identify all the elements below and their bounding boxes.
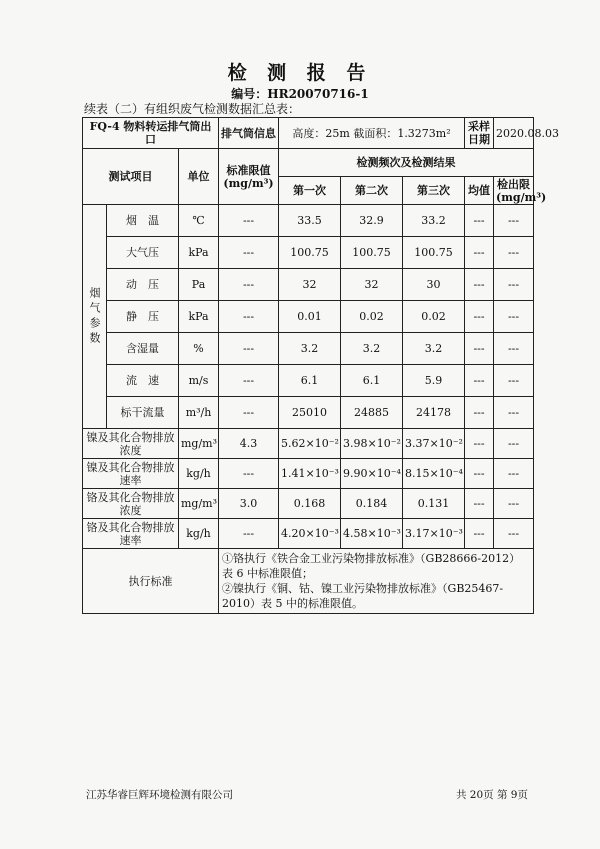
cell-v1: 0.168 xyxy=(279,489,341,519)
col-third: 第三次 xyxy=(403,177,465,205)
cell-avg: --- xyxy=(465,429,494,459)
cell-det: --- xyxy=(494,397,534,429)
cell-v3: 0.02 xyxy=(403,301,465,333)
cell-det: --- xyxy=(494,365,534,397)
cell-v3: 33.2 xyxy=(403,205,465,237)
cell-v3: 24178 xyxy=(403,397,465,429)
cell-name: 流 速 xyxy=(107,365,179,397)
cell-v1: 0.01 xyxy=(279,301,341,333)
cell-name: 铬及其化合物排放浓度 xyxy=(83,489,179,519)
cell-det: --- xyxy=(494,459,534,489)
cell-limit: --- xyxy=(219,301,279,333)
cell-v3: 5.9 xyxy=(403,365,465,397)
cell-unit: % xyxy=(179,333,219,365)
cell-v2: 6.1 xyxy=(341,365,403,397)
flue-parameters xyxy=(83,205,534,429)
pollutant-rows xyxy=(83,429,534,549)
cell-v1: 5.62×10⁻² xyxy=(279,429,341,459)
cell-avg: --- xyxy=(465,397,494,429)
cell-avg: --- xyxy=(465,333,494,365)
cell-unit: kg/h xyxy=(179,459,219,489)
cell-unit: m/s xyxy=(179,365,219,397)
cell-v3: 0.131 xyxy=(403,489,465,519)
standard-line-2: ②镍执行《铜、钴、镍工业污染物排放标准》（GB25467-2010）表 5 中的标准限值。 xyxy=(222,582,504,610)
cell-limit: --- xyxy=(219,333,279,365)
outlet-name: FQ-4 物料转运排气筒出口 xyxy=(83,118,219,149)
standard-row xyxy=(83,549,534,614)
cell-name: 标干流量 xyxy=(107,397,179,429)
cell-unit: Pa xyxy=(179,269,219,301)
cell-name: 镍及其化合物排放浓度 xyxy=(83,429,179,459)
cell-avg: --- xyxy=(465,459,494,489)
cell-name: 镍及其化合物排放速率 xyxy=(83,459,179,489)
cell-v1: 6.1 xyxy=(279,365,341,397)
cell-det: --- xyxy=(494,301,534,333)
cell-v2: 3.98×10⁻² xyxy=(341,429,403,459)
cell-name: 动 压 xyxy=(107,269,179,301)
cell-v1: 1.41×10⁻³ xyxy=(279,459,341,489)
cell-avg: --- xyxy=(465,489,494,519)
cell-v2: 24885 xyxy=(341,397,403,429)
cell-unit: mg/m³ xyxy=(179,489,219,519)
header-row-columns xyxy=(83,149,534,177)
cell-v1: 33.5 xyxy=(279,205,341,237)
cell-det: --- xyxy=(494,269,534,301)
cell-det: --- xyxy=(494,205,534,237)
table-row xyxy=(83,397,534,429)
cell-v3: 8.15×10⁻⁴ xyxy=(403,459,465,489)
emission-data-table xyxy=(82,117,560,614)
sample-date-label: 采样日期 xyxy=(465,118,494,149)
col-avg: 均值 xyxy=(465,177,494,205)
cell-v1: 4.20×10⁻³ xyxy=(279,519,341,549)
cell-v1: 100.75 xyxy=(279,237,341,269)
col-first: 第一次 xyxy=(279,177,341,205)
cell-v3: 3.17×10⁻³ xyxy=(403,519,465,549)
table-subtitle: 续表（二）有组织废气检测数据汇总表： xyxy=(84,102,301,116)
cell-unit: m³/h xyxy=(179,397,219,429)
sample-date: 2020.08.03 xyxy=(494,118,534,149)
cell-v2: 0.184 xyxy=(341,489,403,519)
cell-v3: 100.75 xyxy=(403,237,465,269)
cell-v3: 30 xyxy=(403,269,465,301)
header-row-info xyxy=(83,118,534,149)
cell-limit: --- xyxy=(219,519,279,549)
footer-page: 共 20页 第 9页 xyxy=(455,789,528,801)
cell-det: --- xyxy=(494,519,534,549)
standard-line-1: ①铬执行《铁合金工业污染物排放标准》（GB28666-2012）表 6 中标准限值； xyxy=(222,552,521,580)
stack-info-label: 排气筒信息 xyxy=(219,118,279,149)
table-row xyxy=(83,333,534,365)
stack-info: 高度：25m 截面积：1.3273m² xyxy=(279,118,465,149)
col-limit: 标准限值 (mg/m³) xyxy=(219,149,279,205)
cell-v2: 100.75 xyxy=(341,237,403,269)
table-row xyxy=(83,489,534,519)
cell-name: 含湿量 xyxy=(107,333,179,365)
cell-v2: 9.90×10⁻⁴ xyxy=(341,459,403,489)
cell-unit: kPa xyxy=(179,301,219,333)
cell-avg: --- xyxy=(465,301,494,333)
cell-avg: --- xyxy=(465,205,494,237)
table-row xyxy=(83,459,534,489)
cell-avg: --- xyxy=(465,519,494,549)
standard-label: 执行标准 xyxy=(83,549,219,614)
standard-text xyxy=(219,549,534,614)
cell-v3: 3.37×10⁻² xyxy=(403,429,465,459)
cell-limit: --- xyxy=(219,269,279,301)
cell-unit: kg/h xyxy=(179,519,219,549)
cell-limit: --- xyxy=(219,205,279,237)
report-title: 检 测 报 告 xyxy=(227,62,373,84)
col-item: 测试项目 xyxy=(83,149,179,205)
cell-v2: 32 xyxy=(341,269,403,301)
cell-v1: 3.2 xyxy=(279,333,341,365)
cell-avg: --- xyxy=(465,365,494,397)
col-unit: 单位 xyxy=(179,149,219,205)
cell-limit: --- xyxy=(219,397,279,429)
table-row xyxy=(83,269,534,301)
cell-unit: kPa xyxy=(179,237,219,269)
table-row xyxy=(83,365,534,397)
col-detect: 检出限 (mg/m³) xyxy=(494,177,534,205)
cell-v2: 4.58×10⁻³ xyxy=(341,519,403,549)
cell-v3: 3.2 xyxy=(403,333,465,365)
cell-avg: --- xyxy=(465,269,494,301)
cell-name: 静 压 xyxy=(107,301,179,333)
cell-v2: 3.2 xyxy=(341,333,403,365)
cell-v2: 32.9 xyxy=(341,205,403,237)
table-row xyxy=(83,301,534,333)
cell-limit: --- xyxy=(219,365,279,397)
col-second: 第二次 xyxy=(341,177,403,205)
cell-unit: mg/m³ xyxy=(179,429,219,459)
cell-limit: --- xyxy=(219,459,279,489)
report-code: 编号：HR20070716-1 xyxy=(231,87,369,101)
cell-det: --- xyxy=(494,429,534,459)
cell-limit: 3.0 xyxy=(219,489,279,519)
footer-company: 江苏华睿巨辉环境检测有限公司 xyxy=(86,789,233,801)
cell-det: --- xyxy=(494,489,534,519)
table-row xyxy=(83,237,534,269)
group-label: 烟气参数 xyxy=(83,205,107,429)
cell-unit: ℃ xyxy=(179,205,219,237)
cell-v1: 32 xyxy=(279,269,341,301)
table-row xyxy=(83,205,534,237)
table-row xyxy=(83,519,534,549)
cell-limit: --- xyxy=(219,237,279,269)
col-results: 检测频次及检测结果 xyxy=(279,149,534,177)
cell-name: 铬及其化合物排放速率 xyxy=(83,519,179,549)
cell-name: 烟 温 xyxy=(107,205,179,237)
cell-limit: 4.3 xyxy=(219,429,279,459)
cell-avg: --- xyxy=(465,237,494,269)
table-row xyxy=(83,429,534,459)
cell-name: 大气压 xyxy=(107,237,179,269)
cell-det: --- xyxy=(494,237,534,269)
cell-v2: 0.02 xyxy=(341,301,403,333)
cell-det: --- xyxy=(494,333,534,365)
cell-v1: 25010 xyxy=(279,397,341,429)
